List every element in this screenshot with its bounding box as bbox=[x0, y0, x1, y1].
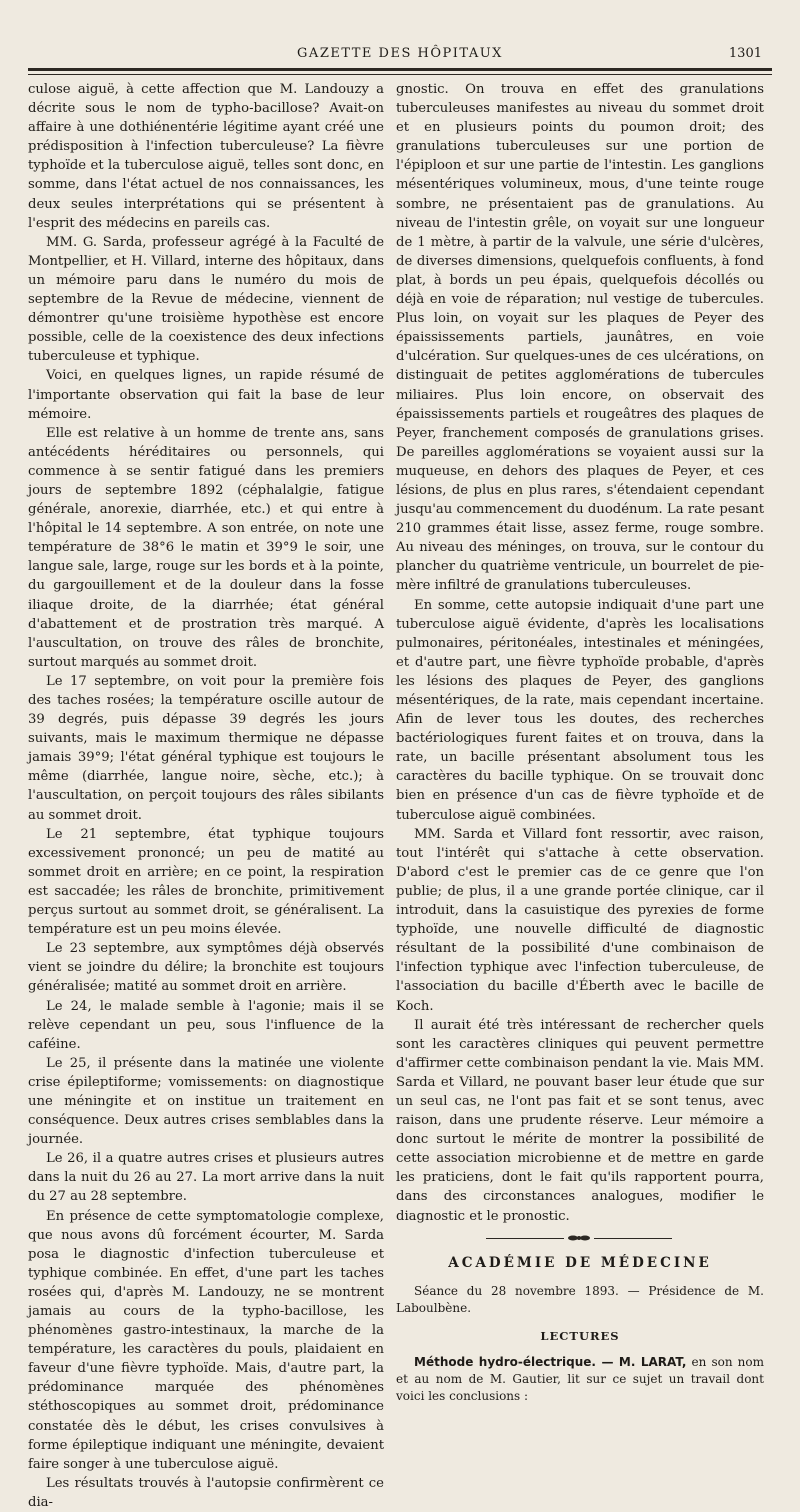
paragraph: Les résultats trouvés à l'autopsie confirmèrent ce dia- bbox=[28, 1475, 384, 1510]
paragraph: gnostic. On trouva en effet des granulations tuberculeuses manifestes au niveau du sommet droit et en plusieurs points du poumon droit; des granulations tuberculeuses sur une portion de l'épiploon et sur une partie de l'intestin. Les ganglions mésentériques volumineux, mous, d'une teinte rouge sombre, ne présentaient pas de granulations. Au niveau de l'intestin grêle, on voyait sur une longueur de 1 mètre, à partir de la valvule, une série d'ulcères, de diverses dimensions, quelquefois confluents, à fond plat, à bords un peu épais, quelquefois décollés ou déjà en voie de réparation; nul vestige de tubercules. Plus loin, on voyait sur les plaques de Peyer des épaississements partiels, jaunâtres, en voie d'ulcération. Sur quelques-unes de ces ulcérations, on distinguait de petites agglomérations de tubercules miliaires. Plus loin encore, on observait des épaississements partiels et rougeâtres des plaques de Peyer, franchement composés de granulations grises. De pareilles agglomérations se voyaient aussi sur la muqueuse, en dehors des plaques de Peyer, et ces lésions, de plus en plus rares, s'étendaient cependant jusqu'au commencement du duodénum. La rate pesant 210 grammes était lisse, assez ferme, rouge sombre. Au niveau des méninges, on trouva, sur le contour du plancher du quatrième ventricule, un bourrelet de pie-mère infiltré de granulations tuberculeuses. bbox=[396, 82, 764, 594]
session-line: Séance du 28 novembre 1893. — Présidence de M. Laboulbène. bbox=[396, 1283, 764, 1315]
paragraph: MM. Sarda et Villard font ressortir, avec raison, tout l'intérêt qui s'attache à cette observation. D'abord c'est le premier cas de ce genre que l'on publie; de plus, il a une grande portée clinique, car il introduit, dans la casuistique des pyrexies de forme typhoïde, une nouvelle difficulté de diagnostic résultant de la possibilité d'une combinaison de l'infection typhique avec l'infection tuberculeuse, de l'association du bacille d'Éberth avec le bacille de Koch. bbox=[396, 826, 764, 1014]
section-divider bbox=[396, 1226, 764, 1252]
right-column bbox=[396, 80, 764, 1405]
page-header bbox=[28, 46, 772, 66]
paragraph: Le 26, il a quatre autres crises et plusieurs autres dans la nuit du 26 au 27. La mort arrive dans la nuit du 27 au 28 septembre. bbox=[28, 1151, 384, 1205]
paragraph: Le 21 septembre, état typhique toujours excessivement prononcé; un peu de matité au sommet droit en arrière; en ce point, la respiration est saccadée; les râles de bronchite, primitivement perçus surtout au sommet droit, se généralisent. La température est un peu moins élevée. bbox=[28, 826, 384, 938]
header-rule-thin bbox=[28, 74, 772, 75]
paragraph: Elle est relative à un homme de trente ans, sans antécédents héréditaires ou personnels, qui commence à se sentir fatigué dans les premiers jours de septembre 1892 (céphalalgie, fatigue générale, anorexie, diarrhée, etc.) et qui entre à l'hôpital le 14 septembre. A son entrée, on note une température de 38°6 le matin et 39°9 le soir, une langue sale, large, rouge sur les bords et à la pointe, du gargouillement et de la douleur dans la fosse iliaque droite, de la diarrhée; état général d'abattement et de prostration très marqué. A l'auscultation, on trouve des râles de bronchite, surtout marqués au sommet droit. bbox=[28, 425, 384, 670]
paragraph: MM. G. Sarda, professeur agrégé à la Faculté de Montpellier, et H. Villard, interne des hôpitaux, dans un mémoire paru dans le numéro du mois de septembre de la Revue de médecine, viennent de démontrer qu'une troisième hypothèse est encore possible, celle de la coexistence des deux infections tuberculeuse et typhique. bbox=[28, 234, 384, 365]
paragraph: Le 25, il présente dans la matinée une violente crise épileptiforme; vomissements: on diagnostique une méningite et on institue un traitement en conséquence. Deux autres crises semblables dans la journée. bbox=[28, 1055, 384, 1148]
lecture-note bbox=[396, 1354, 764, 1405]
paragraph: Il aurait été très intéressant de rechercher quels sont les caractères cliniques qui peuvent permettre d'affirmer cette combinaison pendant la vie. Mais MM. Sarda et Villard, ne pouvant baser leur étude que sur un seul cas, ne l'ont pas fait et se sont tenus, avec raison, dans une prudente réserve. Leur mémoire a donc surtout le mérite de montrer la possibilité de cette association microbienne et de mettre en garde les praticiens, dont le fait qu'ils rapportent pourra, dans des circonstances analogues, modifier le diagnostic et le pronostic. bbox=[396, 1017, 764, 1224]
paragraph: En présence de cette symptomatologie complexe, que nous avons dû forcément écourter, M. Sarda posa le diagnostic d'infection tuberculeuse et typhique combinée. En effet, d'une part les taches rosées qui, d'après M. Landouzy, ne se montrent jamais au cours de la typho-bacillose, les phénomènes gastro-intestinaux, la marche de la température, les caractères du pouls, plaidaient en faveur d'une fièvre typhoïde. Mais, d'autre part, la prédominance marquée des phénomènes stéthoscopiques au sommet droit, prédominance constatée dès le début, les crises convulsives à forme épileptique indiquant une méningite, devaient faire songer à une tuberculose aiguë. bbox=[28, 1208, 384, 1472]
paragraph: En somme, cette autopsie indiquait d'une part une tuberculose aiguë évidente, d'après les localisations pulmonaires, péritonéales, intestinales et méningées, et d'autre part, une fièvre typhoïde probable, d'après les lésions des plaques de Peyer, des ganglions mésentériques, de la rate, mais cependant incertaine. Afin de lever tous les doutes, des recherches bactériologiques furent faites et on trouva, dans la rate, un bacille présentant absolument tous les caractères du bacille typhique. On se trouvait donc bien en présence d'un cas de fièvre typhoïde et de tuberculose aiguë combinées. bbox=[396, 597, 764, 823]
paragraph: Le 17 septembre, on voit pour la première fois des taches rosées; la température oscille autour de 39 degrés, puis dépasse 39 degrés les jours suivants, mais le maximum thermique ne dépasse jamais 39°9; l'état général typhique est toujours le même (diarrhée, langue noire, sèche, etc.); à l'auscultation, on perçoit toujours des râles sibilants au sommet droit. bbox=[28, 673, 384, 823]
paragraph: Voici, en quelques lignes, un rapide résumé de l'importante observation qui fait la base de leur mémoire. bbox=[28, 368, 384, 422]
right-column-body bbox=[396, 80, 764, 1226]
page-number: 1301 bbox=[728, 46, 762, 61]
paragraph: Le 24, le malade semble à l'agonie; mais il se relève cependant un peu, sous l'influence de la caféine. bbox=[28, 998, 384, 1052]
left-column bbox=[28, 80, 384, 1512]
paragraph: culose aiguë, à cette affection que M. Landouzy a décrite sous le nom de typho-bacillose? Avait-on affaire à une dothiénentérie légitime ayant créé une prédisposition à l'infection tuberculeuse? La fièvre typhoïde et la tuberculose aiguë, telles sont donc, en somme, dans l'état actuel de nos connaissances, les deux seules interprétations qui se présentent à l'esprit des médecins en pareils cas. bbox=[28, 82, 384, 231]
lecture-note-title: Méthode hydro-électrique. — M. LARAT, bbox=[414, 1354, 687, 1369]
lecture-note-text: en son nom et au nom de M. Gautier, lit sur ce sujet un travail dont voici les conclusions : bbox=[396, 1354, 764, 1403]
lectures-heading: LECTURES bbox=[540, 1328, 620, 1343]
paragraph: Le 23 septembre, aux symptômes déjà observés vient se joindre du délire; la bronchite est toujours généralisée; matité au sommet droit en arrière. bbox=[28, 941, 384, 995]
section-heading: ACADÉMIE DE MÉDECINE bbox=[448, 1254, 712, 1271]
journal-title: GAZETTE DES HÔPITAUX bbox=[297, 46, 503, 61]
header-rule-thick bbox=[28, 68, 772, 71]
ornament-icon bbox=[564, 1234, 594, 1242]
